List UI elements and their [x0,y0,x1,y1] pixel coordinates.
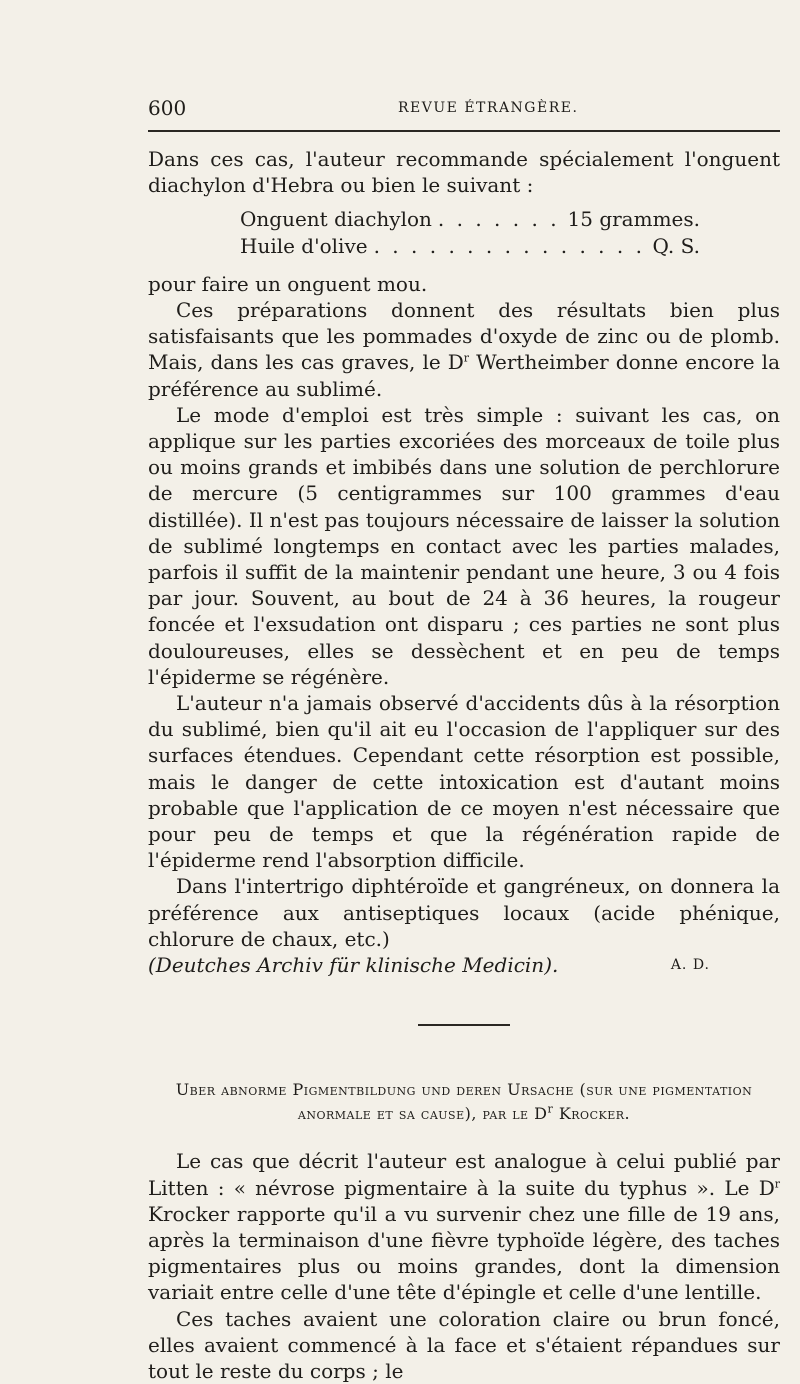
text-run: Ces préparations donnent des résultats bien plus satisfaisants que les pommades d'oxyde de zinc ou de plomb. Mais, dans les cas graves, le D [148,298,780,375]
paragraph: Le mode d'emploi est très simple : suivant les cas, on applique sur les parties excoriées des morceaux de toile plus ou moins grands et imbibés dans une solution de perchlorure de mercure (5 centigrammes sur 100 grammes d'eau distillée). Il n'est pas toujours nécessaire de laisser la solution de sublimé longtemps en contact avec les parties malades, parfois il suffit de la maintenir pendant une heure, 3 ou 4 fois par jour. Souvent, au bout de 24 à 36 heures, la rougeur foncée et l'exsudation ont disparu ; ces parties ne sont plus douloureuses, elles se dessèchent et en peu de temps l'épiderme se régénère. [148,402,780,689]
text-run: Krocker rapporte qu'il a vu survenir chez une fille de 19 ans, après la terminaison d'une fièvre typhoïde légère, des taches pigmentaires plus ou moins grandes, dont la dimension variait entre celle d'une tête d'épingle et celle d'une lentille. [148,1201,780,1305]
recipe-line [240,233,700,259]
page-number: 600 [148,96,187,120]
citation: (Deutches Archiv für klinische Medicin). [148,953,559,978]
text-run: Le cas que décrit l'auteur est analogue à celui publié par Litten : « névrose pigmentaire à la suite du typhus ». Le D [148,1149,780,1200]
text-run: Krocker. [553,1104,631,1124]
section-separator [418,1024,510,1026]
article-title-line [148,1102,780,1126]
recipe-quantity: Q. S. [652,233,700,258]
running-title: REVUE ÉTRANGÈRE. [398,100,579,116]
recipe-ingredient: Onguent diachylon [240,207,432,232]
recipe-quantity: 15 grammes. [567,207,700,232]
superscript: r [774,1176,780,1190]
paragraph [148,297,780,402]
paragraph: Dans l'intertrigo diphtéroïde et gangréneux, on donnera la préférence aux antiseptiques locaux (acide phénique, chlorure de chaux, etc.) [148,874,780,951]
citation-line [148,952,780,978]
recipe-line [240,206,700,232]
article-title-line: Uber abnorme Pigmentbildung und deren Ursache (sur une pigmentation [175,1080,753,1100]
paragraph: pour faire un onguent mou. [148,271,428,296]
paragraph [148,1148,780,1305]
text-run: Wertheimber donne encore la préférence au sublimé. [148,350,780,401]
recipe-ingredient: Huile d'olive [240,233,368,258]
intro-paragraph: Dans ces cas, l'auteur recommande spécialement l'onguent diachylon d'Hebra ou bien le suivant : [148,147,780,198]
paragraph: L'auteur n'a jamais observé d'accidents dûs à la résorption du sublimé, bien qu'il ait eu l'occasion de l'appliquer sur des surfaces étendues. Cependant cette résorption est possible, mais le danger de cette intoxication est d'autant moins probable que l'application de ce moyen n'est nécessaire que pour peu de temps et que la régénération rapide de l'épiderme rend l'absorption difficile. [148,691,780,873]
dot-leader [374,233,647,259]
body-text [148,146,780,1384]
article-title [148,1078,780,1126]
author-signature: A. D. [670,957,710,974]
dot-leader [438,206,562,232]
superscript: r [463,351,470,365]
superscript: r [547,1102,554,1116]
header-rule [148,130,780,132]
recipe [240,206,700,258]
text-run: anormale et sa cause), par le D [297,1104,548,1124]
page-header [148,96,780,126]
paragraph: Ces taches avaient une coloration claire ou brun foncé, elles avaient commencé à la face et s'étaient répandues sur tout le reste du corps ; le [148,1306,780,1383]
